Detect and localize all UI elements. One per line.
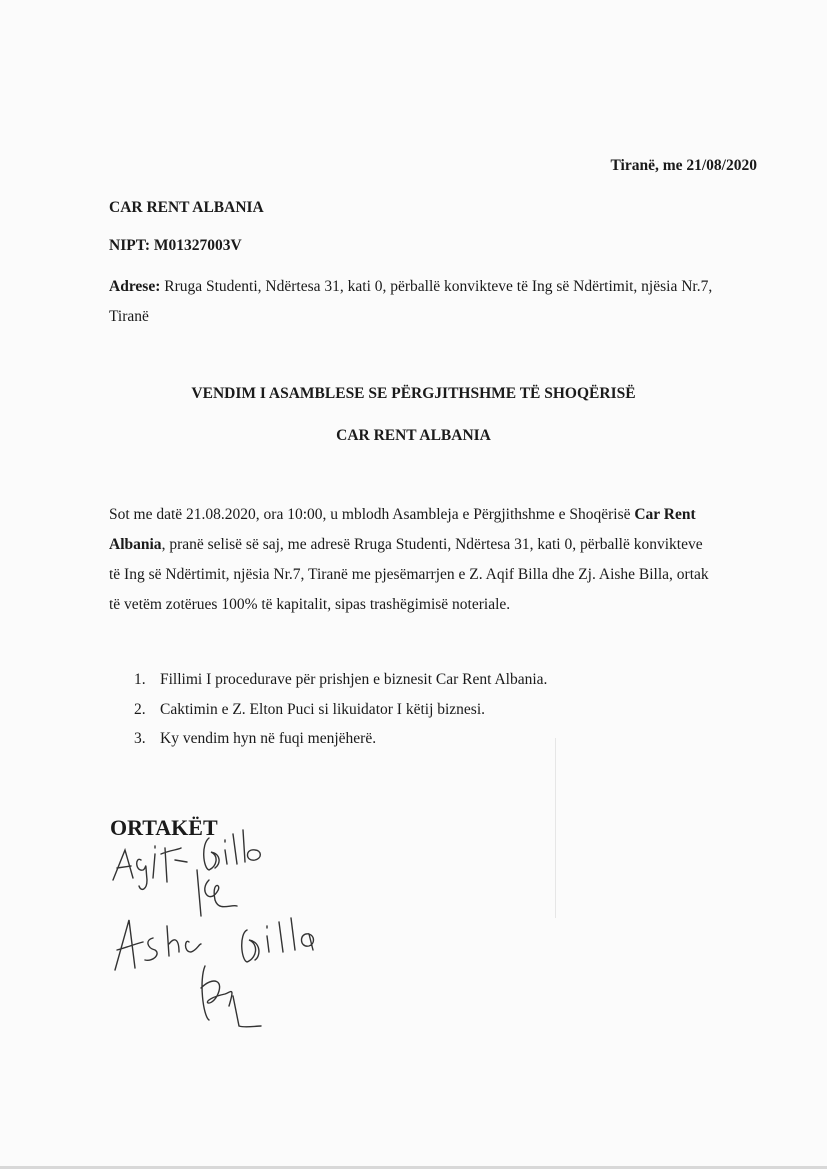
body-line1: Sot me datë 21.08.2020, ora 10:00, u mblodh Asambleja e Përgjithshme e Shoqërisë [109,506,635,523]
company-bold-2: Albania [109,536,162,553]
body-line3: të Ing së Ndërtimit, njësia Nr.7, Tiranë me pjesëmarrjen e Z. Aqif Billa dhe Zj. Aishe Billa, ortak [109,566,709,583]
list-item [134,701,485,719]
list-number: 2. [134,701,146,718]
address [109,278,712,296]
list-item [134,671,547,689]
signature-aishe-billa [115,918,314,970]
body-line4: të vetëm zotërues 100% të kapitalit, sipas trashëgimisë noteriale. [109,596,511,613]
signatures-heading: ORTAKËT [110,815,218,840]
body-line2: , pranë selisë së saj, me adresë Rruga Studenti, Ndërtesa 31, kati 0, përballë konvikteve [161,536,703,553]
place-date: Tiranë, me 21/08/2020 [610,157,757,174]
list-number: 3. [134,730,146,747]
address-label: Adrese: [109,278,161,295]
list-number: 1. [134,671,146,688]
address-line2: Tiranë [109,308,149,325]
document-title: VENDIM I ASAMBLESE SE PËRGJITHSHME TË SHOQËRISË [191,385,636,402]
nipt: NIPT: M01327003V [109,237,242,254]
company-bold-1: Car Rent [634,506,696,523]
scan-artifact [555,738,556,918]
signature-aqif-billa [113,830,260,889]
list-text: Fillimi I procedurave për prishjen e biznesit Car Rent Albania. [160,671,548,688]
document-subtitle: CAR RENT ALBANIA [336,427,491,444]
list-text: Ky vendim hyn në fuqi menjëherë. [160,730,377,747]
company-name: CAR RENT ALBANIA [109,199,264,216]
signature-mark-2 [201,966,261,1027]
list-item [134,730,376,748]
address-line1: Rruga Studenti, Ndërtesa 31, kati 0, përballë konvikteve të Ing së Ndërtimit, njësia Nr.7, [160,278,713,295]
signature-mark-1 [197,870,237,916]
list-text: Caktimin e Z. Elton Puci si likuidator I këtij biznesi. [160,701,486,718]
handwritten-signatures [105,820,325,1050]
